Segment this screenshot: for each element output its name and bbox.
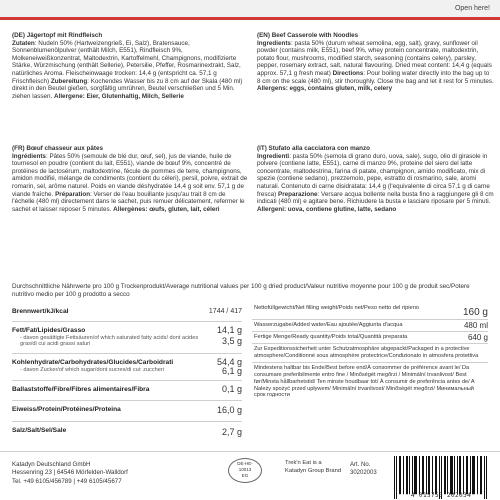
recipe-de — [12, 32, 249, 100]
recipe-de-ingredients-label: Zutaten — [12, 39, 35, 47]
recipe-it-allergens-label: Allergeni — [257, 205, 284, 213]
specs-table — [252, 303, 488, 401]
recipe-de-directions: : Kochendes Wasser bis zu 8 cm auf der Skala (480 ml) direkt in den Beutel gießen, sorgfältig umrühren, Beutel verschließen und 5 Min. ziehen lassen. — [12, 77, 243, 100]
spec-added-water-value: 480 ml — [463, 321, 488, 330]
spec-row-added-water — [252, 320, 488, 332]
recipe-fr-ingredients: : Pâtes 50% (semoule de blé dur, œuf, sel), jus de viande, huile de tournesol en poudre (contient du lait, E551), viande de bœuf 9%, concentré de protéines de lactosérum, maltodextrine, fécule de pommes de terre, champignons, amidon modifié, mélange de condiments (contient du céleri), persil, poivre, extrait de romarin, sel, arôme naturel. Poids en viande déshydratée 14,4 g soit env. 57,1 g de viande fraîche. — [12, 152, 248, 198]
recipe-fr-title: (FR) Bœuf chasseur aux pâtes — [12, 145, 103, 152]
recipe-en-title: (EN) Beef Casserole with Noodles — [257, 32, 359, 39]
spec-net-weight-label: Nettofüllgewicht/Net filling weight/Poids net/Peso netto del ripieno — [254, 305, 420, 311]
recipe-de-title: (DE) Jägertopf mit Rindfleisch — [12, 32, 103, 39]
nutrition-value: 16,0 g — [216, 405, 242, 415]
brand-note — [285, 459, 341, 476]
nutrition-sublabel: - davon Zucker/of which sugar/dont sucres/di cui: zuccheri — [20, 367, 164, 373]
recipe-en-ingredients: : pasta 50% (durum wheat semolina, egg, salt), gravy, sunflower oil powder (contains milk, E551), beef 9%, whey protein concentrate, maltodextrin, potato flour, mushrooms, modified starch, seasoning (contains celery), parsley, pepper, rosemary extract, salt, natural flavouring. Dried meat content: 14,4 g (equals approx. 57,1 g fresh meat) — [257, 39, 492, 77]
recipe-de-allergens: : Eier, Glutenhaltig, Milch, Sellerie — [82, 92, 184, 100]
recipe-fr-ingredients-label: Ingrédients — [12, 152, 46, 160]
open-here-label: Open here! — [454, 5, 490, 12]
nutrition-label: Salz/Salt/Sel/Sale — [12, 427, 67, 434]
recipe-it-directions: : Versare acqua bollente nella busta fino a raggiungere gli 8 cm indicati (480 ml) e agitare bene. Richiudere la busta e lasciare riposare per 5 minuti. — [257, 190, 494, 206]
nutrition-value-sub: 6,1 g — [221, 366, 242, 376]
recipe-fr-directions: : Verser de l'eau bouillante jusqu'au trait 8 cm de l'échelle (480 ml) directement dans le sachet, puis remuer délicatement, refermer le sachet et laisser reposer 5 minutes. — [12, 190, 245, 213]
recipe-en-allergens-label: Allergens — [257, 85, 286, 93]
spec-best-before-note: Mindestens haltbar bis Ende/Best before end/À consommer de préférence avant le/ Da consumare preferibilmente entro fine / Minőségét megőrzi / Minimální trvanlivost/ Best før/Minsta hållbarhetstid/ Ten minste houdbaar tot/ À consumir de preferência antes de/ A Należy spożyć przed upływem/ Minimální trvanlivost/ Minőségét megőrzi/ Минимальный срок годности — [254, 364, 475, 399]
nutrition-row-carbs — [12, 354, 242, 381]
nutrition-value: 14,1 g — [216, 325, 242, 335]
nutrition-row-fibre — [12, 381, 242, 401]
top-tear-strip — [0, 0, 500, 20]
nutrition-label: Kohlenhydrate/Carbohydrates/Glucides/Carboidrati — [12, 359, 174, 366]
recipe-en-ingredients-label: Ingredients — [257, 39, 291, 47]
recipe-fr — [12, 145, 249, 213]
company-name: Katadyn Deutschland GmbH — [12, 461, 91, 468]
recipe-en-directions-label: Directions — [332, 69, 364, 77]
nutrition-value: 54,4 g — [216, 357, 242, 367]
company-phone: Tel. +49 6105/456789 | +49 6105/45677 — [12, 477, 122, 485]
recipe-de-ingredients: : Nudeln 50% (Hartweizengrieß, Ei, Salz), Bratensauce, Sonnenblumenölpulver (enthält Milch, E551), Rindfleisch 9%, Molkeneiweißkonzentrat, Maltodextrin, Kartoffelmehl, Champignons, modifizierte Stärke, Würzmischung (enthält Sellerie), Petersilie, Pfeffer, Rosmarinextrakt, Salz, natürliches Aroma. Fleischeinwaage trocken: 14,4 g (entspricht ca. 57,1 g Frischfleisch) — [12, 39, 241, 85]
oval-mark-line: DE-HE- — [237, 461, 253, 466]
recipe-it-ingredients-label: Ingredienti — [257, 152, 290, 160]
nutrition-row-salt — [12, 422, 242, 444]
recipe-it-title: (IT) Stufato alla cacciatora con manzo — [257, 145, 371, 152]
spec-added-water-label: Wasserzugabe/Added water/Eau ajoutée/Aggiunta d'acqua — [254, 322, 403, 328]
oval-mark-line: EG — [241, 472, 249, 478]
barcode-number: 4 015753 202034 — [410, 492, 472, 499]
tear-strip-accent — [0, 17, 500, 20]
oval-mark-line: 10013 — [238, 466, 252, 472]
nutrition-label: Ballaststoffe/Fibre/Fibres alimentaires/Fibra — [12, 386, 150, 393]
recipe-de-allergens-label: Allergene — [54, 92, 83, 100]
recipe-en — [257, 32, 494, 93]
recipe-fr-allergens-label: Allergènes — [113, 205, 146, 213]
spec-ready-quantity-label: Fertige Menge/Ready quantity/Poids total/Quantità preparata — [254, 334, 408, 340]
nutrition-label: Fett/Fat/Lipides/Grasso — [12, 327, 86, 334]
nutrition-intro: Durchschnittliche Nährwerte pro 100 g Trockenprodukt/Average nutritional values per 100 g dried product/Valeur nutritive moyenne pour 100 g de produit sec/Potere nutritivo medio per 100 g prodotto a secco — [12, 283, 470, 298]
recipe-it-allergens: : uova, contiene glutine, latte, sedano — [283, 205, 397, 213]
brand-note-line1: Trek'n Eat is a — [285, 460, 322, 466]
eu-organic-oval-mark — [228, 458, 262, 483]
nutrition-row-energy — [12, 303, 242, 322]
spec-net-weight-value: 160 g — [462, 307, 488, 318]
spec-row-ready-quantity — [252, 332, 488, 344]
spec-storage-note: Zur Expeditionssicherheit unter Schutzatmosphäre abgepackt/Packaged in a protective atmosphere/Conditionné sous atmosphère protectrice/Condizionato in atmosfera protettiva — [252, 344, 488, 363]
nutrition-sublabel: - davon gesättigte Fettsäuren/of which saturated fatty acids/ dont acides gras/di cui acidi grassi saturi — [20, 335, 199, 348]
article-number — [350, 461, 377, 477]
nutrition-label: Eiweiss/Protein/Protéines/Proteina — [12, 406, 121, 413]
nutrition-row-fat — [12, 322, 242, 354]
spec-row-net-weight — [252, 303, 488, 320]
nutrition-value: 0,1 g — [221, 384, 242, 394]
nutrition-value: 1744 / 417 — [208, 308, 242, 315]
article-number-value: 30202003 — [350, 470, 377, 477]
recipe-en-directions: : Pour boiling water directly into the bag up to 8 cm on the scale (480 ml), stir thoroughly. Close the bag and let it rest for 5 minutes. — [257, 69, 494, 85]
nutrition-value: 2,7 g — [221, 427, 242, 437]
spec-ready-quantity-value: 640 g — [467, 333, 488, 342]
nutrition-row-protein — [12, 401, 242, 422]
recipe-en-allergens: : eggs, contains gluten, milk, celery — [285, 85, 393, 93]
nutrition-value-sub: 3,5 g — [221, 336, 242, 346]
brand-note-line2: Katadyn Group Brand — [285, 468, 342, 475]
recipe-fr-allergens: : œufs, gluten, lait, céleri — [145, 205, 220, 213]
recipe-de-directions-label: Zubereitung — [50, 77, 88, 85]
recipe-it-directions-label: Preparazione — [278, 190, 318, 198]
company-address — [12, 461, 128, 486]
recipe-it — [257, 145, 494, 213]
recipe-fr-directions-label: Préparation — [55, 190, 91, 198]
nutrition-table — [12, 303, 242, 444]
footer — [0, 451, 500, 500]
article-number-label: Art. No. — [350, 462, 371, 468]
recipe-it-ingredients: : pasta 50% (semola di grano duro, uova, sale), sugo, olio di girasole in polvere (contiene latte, E551), carne di manzo 9%, proteine del siero del latte concentrate, maltodestrina, farina di patate, champignon, amido modificato, mix di spezie (contiene sedano), prezzemolo, pepe, estratto di rosmarino, sale, aromi naturali. Contenuto di carne disidratata: 14,4 g (l'equivalente di circa 57,1 g di carne fresca) — [257, 152, 490, 198]
nutrition-label: Brennwert/kJ/kcal — [12, 308, 69, 315]
company-street: Hessenring 23 | 64546 Mörfelden-Walldorf — [12, 469, 128, 477]
